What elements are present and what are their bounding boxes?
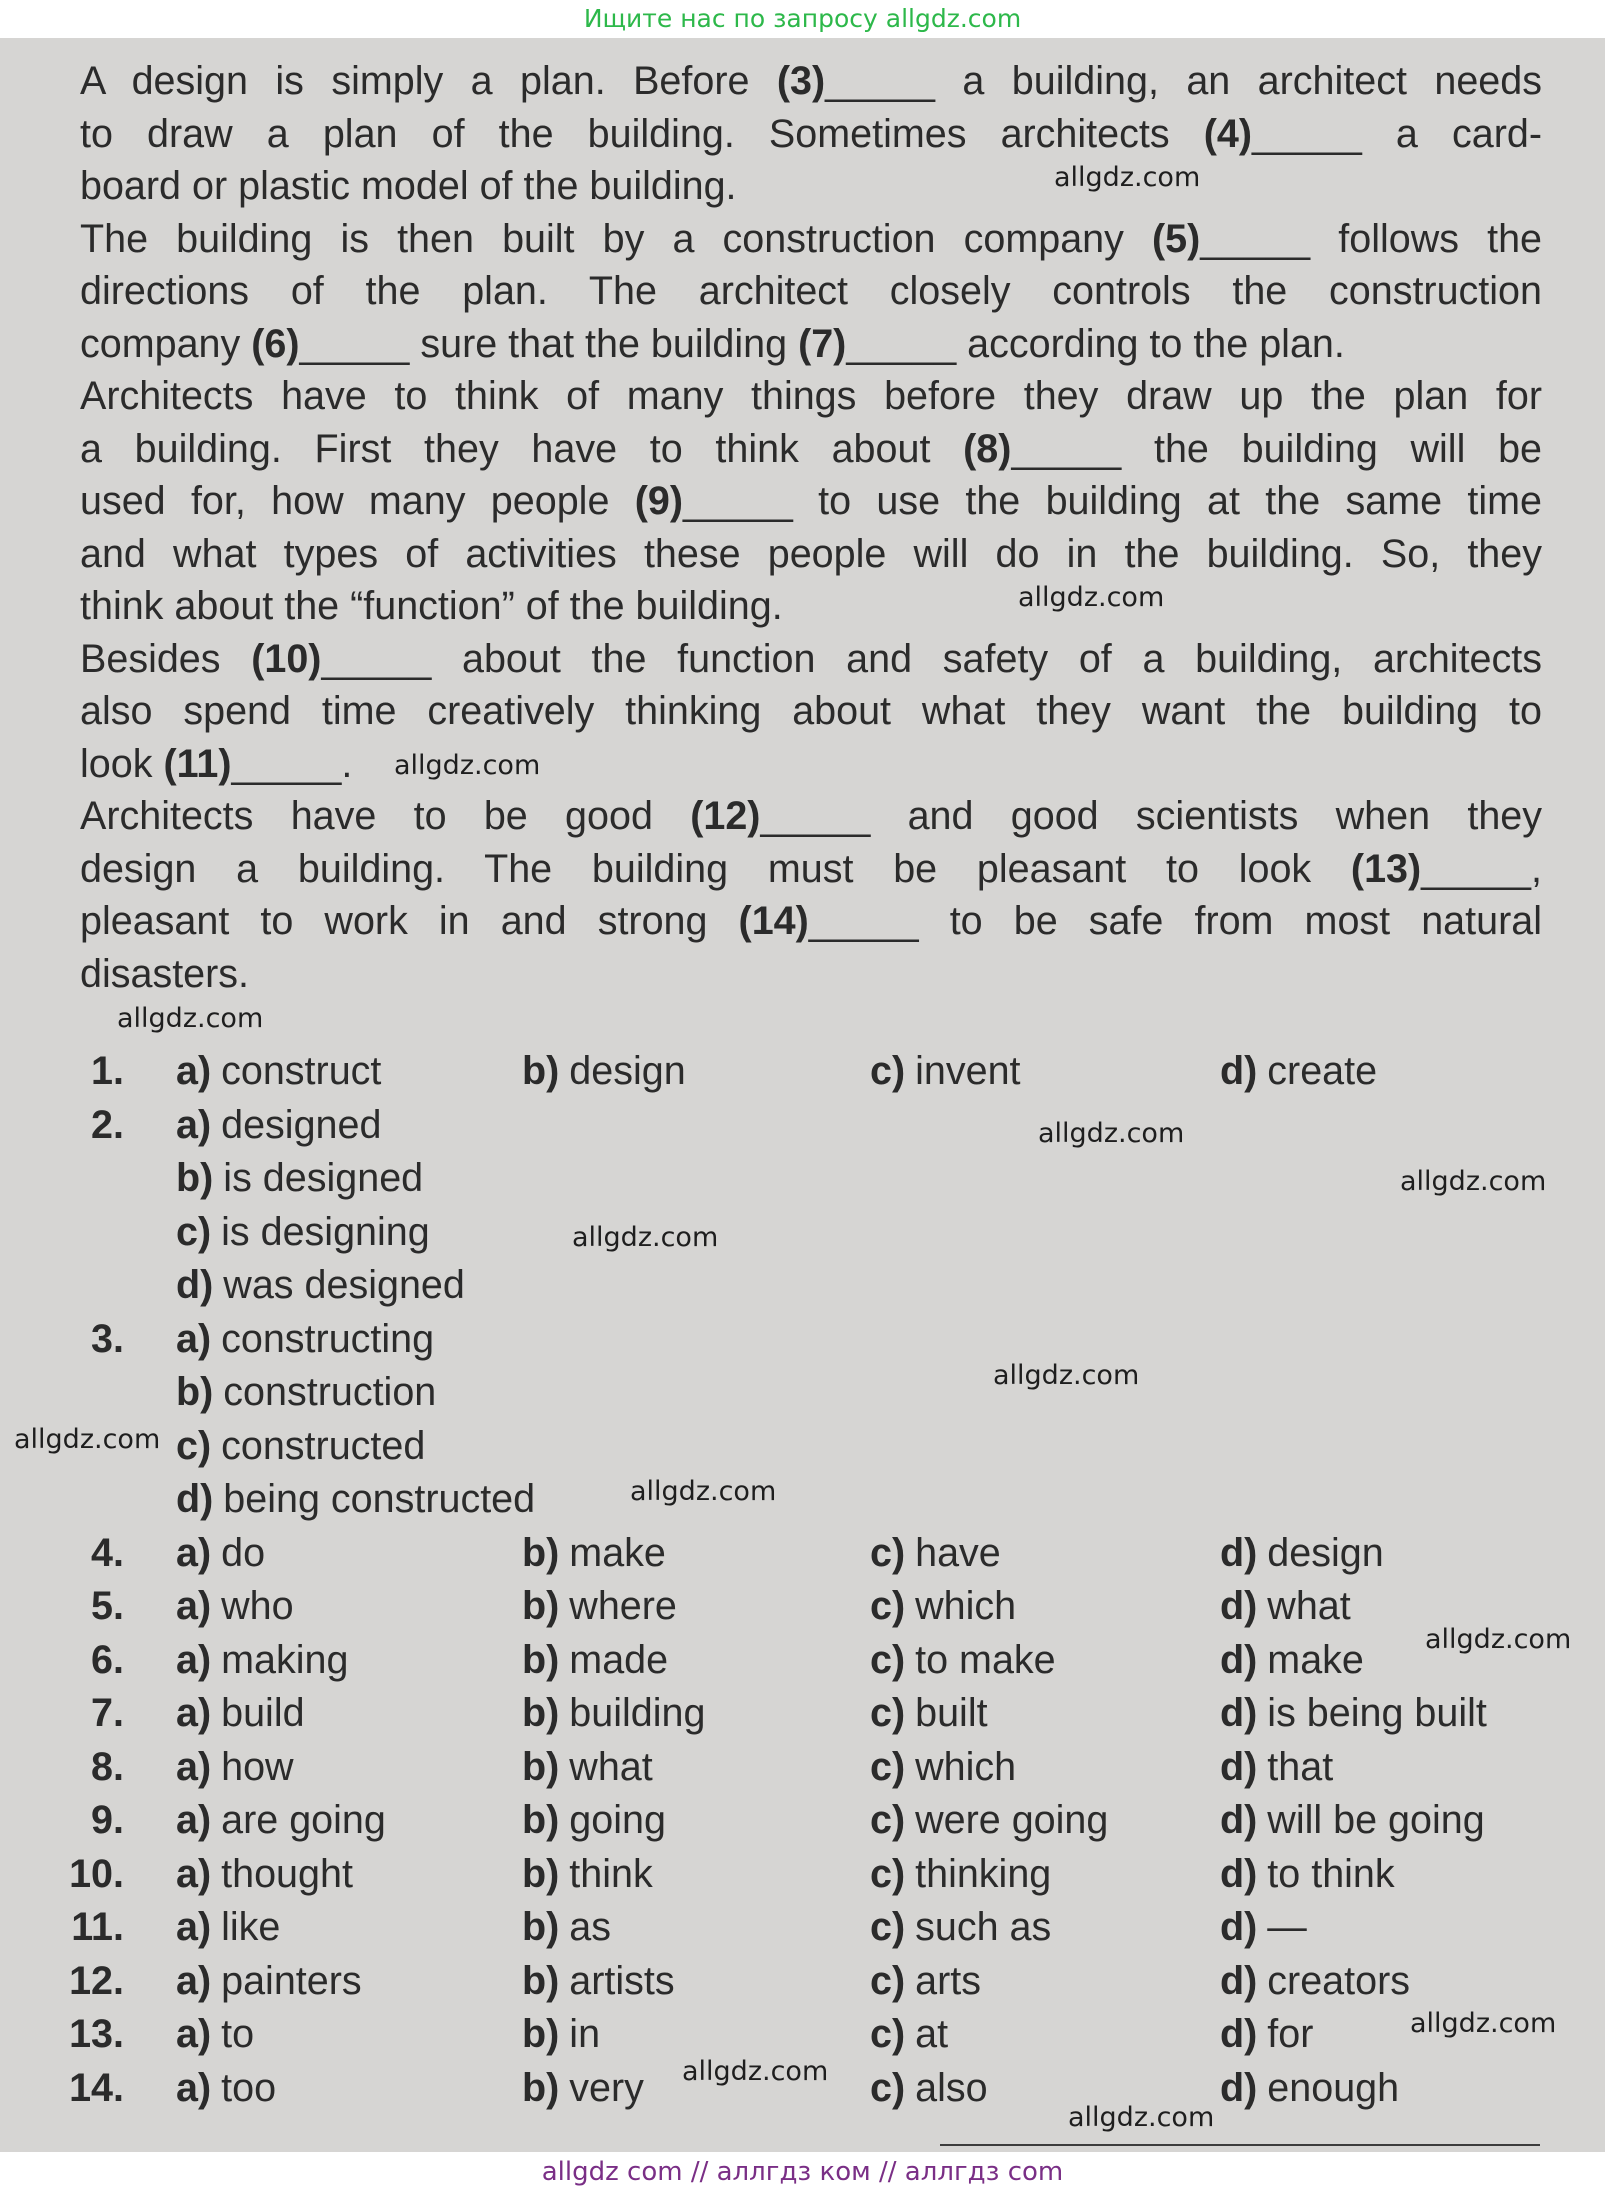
option-a bbox=[176, 1527, 265, 1581]
watermark: allgdz.com bbox=[1410, 2008, 1557, 2039]
option-d bbox=[1220, 1794, 1485, 1848]
option-c bbox=[870, 1848, 1051, 1902]
cloze-text bbox=[80, 55, 1542, 1000]
bottom-rule bbox=[940, 2144, 1540, 2146]
option-text: that bbox=[1267, 1744, 1334, 1789]
option-d bbox=[1220, 1901, 1307, 1955]
option-c bbox=[870, 2008, 948, 2062]
option-letter: b) bbox=[522, 1905, 560, 1949]
question-row bbox=[0, 1741, 1605, 1795]
question-number: 5. bbox=[91, 1584, 124, 1628]
option-text: what bbox=[1267, 1584, 1351, 1628]
option-a bbox=[176, 2008, 254, 2062]
option-letter: d) bbox=[176, 1477, 214, 1521]
text-segment: _____ and good scientists when they bbox=[760, 794, 1543, 838]
watermark: allgdz.com bbox=[993, 1360, 1140, 1391]
option-letter: a) bbox=[176, 1798, 212, 1842]
option-text: arts bbox=[915, 1958, 981, 2003]
option-text: are going bbox=[221, 1798, 386, 1842]
gap-number: (8) bbox=[963, 426, 1012, 471]
option-letter: a) bbox=[176, 1102, 212, 1147]
text-line bbox=[80, 475, 1542, 528]
text-line bbox=[80, 685, 1542, 738]
option-letter: b) bbox=[522, 1958, 560, 2003]
option-b bbox=[522, 1045, 686, 1099]
option-b bbox=[522, 1848, 653, 1902]
option-letter: a) bbox=[176, 2012, 212, 2056]
text-segment: design a building. The building must be pleasant to look bbox=[80, 846, 1351, 891]
option-text: enough bbox=[1267, 2065, 1400, 2110]
option-letter: a) bbox=[176, 1851, 212, 1896]
option-b bbox=[522, 1687, 705, 1741]
gap-number: (5) bbox=[1152, 216, 1201, 261]
option-text: is designed bbox=[223, 1156, 424, 1200]
option-text: designed bbox=[221, 1102, 382, 1147]
option-letter: a) bbox=[176, 1905, 212, 1949]
option-a bbox=[176, 1206, 430, 1260]
option-letter: b) bbox=[522, 2012, 560, 2056]
question-number: 7. bbox=[91, 1691, 124, 1735]
option-b bbox=[522, 2008, 600, 2062]
option-a bbox=[176, 1313, 434, 1367]
text-line bbox=[80, 895, 1542, 948]
option-text: design bbox=[569, 1049, 686, 1093]
option-a bbox=[176, 1420, 425, 1474]
question-row bbox=[0, 2008, 1605, 2062]
text-segment: _____ about the function and safety of a building, architects bbox=[321, 636, 1542, 681]
gap-number: (14) bbox=[738, 899, 809, 943]
text-segment: directions of the plan. The architect closely controls the construction bbox=[80, 269, 1542, 313]
option-a bbox=[176, 1045, 381, 1099]
option-letter: a) bbox=[176, 1049, 212, 1093]
watermark: allgdz.com bbox=[630, 1476, 777, 1507]
text-segment: company bbox=[80, 321, 252, 366]
text-segment: _____. bbox=[231, 741, 353, 786]
option-letter: d) bbox=[176, 1263, 214, 1307]
question-number: 4. bbox=[91, 1530, 124, 1575]
option-b bbox=[522, 1794, 666, 1848]
option-b bbox=[522, 1955, 675, 2009]
option-letter: b) bbox=[522, 1691, 560, 1735]
question-row bbox=[0, 1473, 1605, 1527]
option-d bbox=[1220, 1687, 1487, 1741]
option-text: made bbox=[569, 1637, 669, 1682]
option-b bbox=[522, 2062, 644, 2116]
question-number: 8. bbox=[91, 1744, 124, 1789]
option-text: construction bbox=[223, 1370, 437, 1414]
option-text: at bbox=[915, 2012, 949, 2056]
text-segment: also spend time creatively thinking about what they want the building to bbox=[80, 689, 1542, 733]
watermark: allgdz.com bbox=[1038, 1118, 1185, 1149]
text-segment: The building is then built by a construction company bbox=[80, 216, 1153, 261]
option-letter: b) bbox=[522, 1851, 560, 1896]
watermark: allgdz.com bbox=[682, 2056, 829, 2087]
text-segment: to draw a plan of the building. Sometimes architects bbox=[80, 111, 1204, 156]
option-c bbox=[870, 1901, 1051, 1955]
gap-number: (7) bbox=[798, 321, 847, 366]
option-letter: c) bbox=[870, 1049, 906, 1093]
option-d bbox=[1220, 2062, 1399, 2116]
option-text: make bbox=[569, 1530, 666, 1575]
text-segment: _____ to be safe from most natural bbox=[808, 899, 1542, 943]
option-text: — bbox=[1267, 1905, 1307, 1949]
watermark: allgdz.com bbox=[1425, 1624, 1572, 1655]
option-letter: c) bbox=[870, 1530, 906, 1575]
option-letter: c) bbox=[870, 1637, 906, 1682]
option-letter: c) bbox=[176, 1209, 212, 1254]
option-b bbox=[522, 1527, 666, 1581]
question-row bbox=[0, 1313, 1605, 1367]
question-number: 2. bbox=[91, 1102, 124, 1147]
option-text: also bbox=[915, 2065, 988, 2110]
option-d bbox=[1220, 1045, 1377, 1099]
text-segment: used for, how many people bbox=[80, 479, 635, 523]
text-segment: _____ a card- bbox=[1251, 111, 1542, 156]
text-segment: Architects have to think of many things before they draw up the plan for bbox=[80, 374, 1542, 418]
text-segment: Architects have to be good bbox=[80, 794, 691, 838]
watermark: allgdz.com bbox=[117, 1003, 264, 1034]
option-text: artists bbox=[569, 1958, 675, 2003]
option-letter: c) bbox=[870, 2065, 906, 2110]
option-letter: a) bbox=[176, 1637, 212, 1682]
text-line bbox=[80, 843, 1542, 896]
text-line bbox=[80, 633, 1542, 686]
option-a bbox=[176, 1901, 280, 1955]
option-d bbox=[1220, 1580, 1351, 1634]
text-segment: think about the “function” of the building. bbox=[80, 584, 783, 628]
question-number: 9. bbox=[91, 1798, 124, 1842]
option-b bbox=[522, 1741, 653, 1795]
option-c bbox=[870, 1687, 988, 1741]
option-letter: d) bbox=[1220, 1691, 1258, 1735]
option-text: thought bbox=[221, 1851, 353, 1896]
option-letter: c) bbox=[870, 2012, 906, 2056]
option-a bbox=[176, 2062, 276, 2116]
text-line bbox=[80, 55, 1542, 108]
option-letter: d) bbox=[1220, 1905, 1258, 1949]
text-segment: board or plastic model of the building. bbox=[80, 164, 737, 208]
question-row bbox=[0, 1901, 1605, 1955]
text-line bbox=[80, 738, 1542, 791]
option-letter: c) bbox=[870, 1798, 906, 1842]
answer-options bbox=[0, 1045, 1605, 2115]
question-number: 6. bbox=[91, 1637, 124, 1682]
option-a bbox=[176, 1099, 381, 1153]
question-row bbox=[0, 1420, 1605, 1474]
option-text: were going bbox=[915, 1798, 1109, 1842]
option-d bbox=[1220, 1527, 1384, 1581]
option-text: to bbox=[221, 2012, 255, 2056]
question-row bbox=[0, 1366, 1605, 1420]
option-text: being constructed bbox=[223, 1477, 536, 1521]
option-d bbox=[1220, 1741, 1333, 1795]
option-b bbox=[522, 1901, 611, 1955]
text-line bbox=[80, 528, 1542, 581]
option-text: was designed bbox=[223, 1263, 465, 1307]
question-number: 10. bbox=[69, 1851, 124, 1896]
question-number: 11. bbox=[71, 1905, 124, 1949]
text-line bbox=[80, 160, 1542, 213]
question-row bbox=[0, 1687, 1605, 1741]
question-number: 12. bbox=[69, 1958, 124, 2003]
option-letter: b) bbox=[176, 1156, 214, 1200]
watermark: allgdz.com bbox=[1018, 582, 1165, 613]
option-letter: d) bbox=[1220, 1584, 1258, 1628]
option-text: do bbox=[221, 1530, 266, 1575]
question-row bbox=[0, 1794, 1605, 1848]
option-text: is designing bbox=[221, 1209, 430, 1254]
option-letter: c) bbox=[870, 1958, 906, 2003]
option-letter: d) bbox=[1220, 1049, 1258, 1093]
option-letter: a) bbox=[176, 1958, 212, 2003]
option-a bbox=[176, 1794, 386, 1848]
option-text: where bbox=[569, 1584, 677, 1628]
option-letter: b) bbox=[522, 1049, 560, 1093]
question-row bbox=[0, 1580, 1605, 1634]
option-text: is being built bbox=[1267, 1691, 1487, 1735]
question-number: 14. bbox=[69, 2065, 124, 2110]
option-text: too bbox=[221, 2065, 277, 2110]
watermark: allgdz.com bbox=[1068, 2102, 1215, 2133]
option-letter: a) bbox=[176, 1584, 212, 1628]
option-letter: a) bbox=[176, 1691, 212, 1735]
gap-number: (4) bbox=[1203, 111, 1252, 156]
watermark: allgdz.com bbox=[572, 1222, 719, 1253]
question-number: 1. bbox=[91, 1049, 124, 1093]
option-letter: d) bbox=[1220, 1851, 1258, 1896]
text-line bbox=[80, 265, 1542, 318]
text-segment: disasters. bbox=[80, 951, 250, 996]
option-text: constructed bbox=[221, 1423, 426, 1468]
option-text: thinking bbox=[915, 1851, 1052, 1896]
option-text: what bbox=[569, 1744, 653, 1789]
option-a bbox=[176, 1955, 362, 2009]
question-row bbox=[0, 1955, 1605, 2009]
question-row bbox=[0, 1848, 1605, 1902]
option-c bbox=[870, 1794, 1108, 1848]
gap-number: (11) bbox=[163, 741, 232, 786]
option-letter: d) bbox=[1220, 1744, 1258, 1789]
question-number: 3. bbox=[91, 1316, 124, 1361]
text-segment: a building. First they have to think about bbox=[80, 426, 964, 471]
option-letter: c) bbox=[176, 1423, 212, 1468]
option-letter: d) bbox=[1220, 2012, 1258, 2056]
option-letter: d) bbox=[1220, 1530, 1258, 1575]
option-letter: a) bbox=[176, 1316, 212, 1361]
option-text: to think bbox=[1267, 1851, 1395, 1896]
text-line bbox=[80, 318, 1542, 371]
option-d bbox=[1220, 1848, 1395, 1902]
text-segment: pleasant to work in and strong bbox=[80, 899, 739, 943]
option-letter: b) bbox=[522, 1530, 560, 1575]
question-number: 13. bbox=[69, 2012, 124, 2056]
option-d bbox=[1220, 1634, 1364, 1688]
option-a bbox=[176, 1634, 348, 1688]
text-line bbox=[80, 580, 1542, 633]
option-letter: d) bbox=[1220, 1637, 1258, 1682]
option-text: invent bbox=[915, 1049, 1021, 1093]
option-letter: b) bbox=[522, 2065, 560, 2110]
option-letter: b) bbox=[176, 1370, 214, 1414]
option-a bbox=[176, 1848, 353, 1902]
option-c bbox=[870, 1580, 1016, 1634]
option-text: think bbox=[569, 1851, 653, 1896]
option-letter: d) bbox=[1220, 2065, 1258, 2110]
option-a bbox=[176, 1152, 423, 1206]
text-segment: _____, bbox=[1421, 846, 1542, 891]
text-line bbox=[80, 790, 1542, 843]
option-a bbox=[176, 1687, 305, 1741]
question-row bbox=[0, 1099, 1605, 1153]
watermark: allgdz.com bbox=[394, 750, 541, 781]
option-text: building bbox=[569, 1691, 706, 1735]
option-text: making bbox=[221, 1637, 349, 1682]
question-row bbox=[0, 1152, 1605, 1206]
option-c bbox=[870, 1527, 1001, 1581]
option-text: as bbox=[569, 1905, 612, 1949]
option-letter: c) bbox=[870, 1905, 906, 1949]
question-row bbox=[0, 1527, 1605, 1581]
option-letter: d) bbox=[1220, 1958, 1258, 2003]
text-segment: and what types of activities these people will do in the building. So, they bbox=[80, 531, 1542, 576]
top-banner: Ищите нас по запросу allgdz.com bbox=[0, 0, 1605, 38]
gap-number: (6) bbox=[251, 321, 300, 366]
option-text: who bbox=[221, 1584, 294, 1628]
text-line bbox=[80, 948, 1542, 1001]
option-letter: d) bbox=[1220, 1798, 1258, 1842]
text-segment: A design is simply a plan. Before bbox=[80, 59, 777, 103]
option-text: construct bbox=[221, 1049, 382, 1093]
option-text: have bbox=[915, 1530, 1001, 1575]
option-text: such as bbox=[915, 1905, 1052, 1949]
option-text: make bbox=[1267, 1637, 1364, 1682]
gap-number: (3) bbox=[776, 59, 826, 103]
watermark: allgdz.com bbox=[1054, 162, 1201, 193]
option-text: how bbox=[221, 1744, 294, 1789]
option-text: like bbox=[221, 1905, 281, 1949]
question-row bbox=[0, 1206, 1605, 1260]
option-text: constructing bbox=[221, 1316, 435, 1361]
option-text: in bbox=[569, 2012, 601, 2056]
option-text: which bbox=[915, 1584, 1017, 1628]
option-a bbox=[176, 1473, 535, 1527]
option-b bbox=[522, 1634, 668, 1688]
option-c bbox=[870, 1045, 1021, 1099]
option-text: for bbox=[1267, 2012, 1314, 2056]
option-a bbox=[176, 1366, 436, 1420]
option-d bbox=[1220, 1955, 1410, 2009]
option-letter: c) bbox=[870, 1691, 906, 1735]
text-segment: _____ to use the building at the same time bbox=[683, 479, 1543, 523]
option-d bbox=[1220, 2008, 1313, 2062]
gap-number: (13) bbox=[1350, 846, 1422, 891]
option-letter: b) bbox=[522, 1637, 560, 1682]
watermark: allgdz.com bbox=[14, 1424, 161, 1455]
option-letter: c) bbox=[870, 1851, 906, 1896]
option-c bbox=[870, 1634, 1056, 1688]
gap-number: (10) bbox=[251, 636, 322, 681]
option-text: which bbox=[915, 1744, 1017, 1789]
text-segment: look bbox=[80, 741, 164, 786]
text-line bbox=[80, 423, 1542, 476]
gap-number: (9) bbox=[634, 479, 683, 523]
option-letter: a) bbox=[176, 1530, 212, 1575]
text-line bbox=[80, 213, 1542, 266]
option-letter: c) bbox=[870, 1584, 906, 1628]
option-a bbox=[176, 1580, 294, 1634]
watermark: allgdz.com bbox=[1400, 1166, 1547, 1197]
option-text: going bbox=[569, 1798, 666, 1842]
option-letter: a) bbox=[176, 2065, 212, 2110]
option-letter: b) bbox=[522, 1584, 560, 1628]
option-text: built bbox=[915, 1691, 988, 1735]
option-c bbox=[870, 1955, 981, 2009]
option-text: build bbox=[221, 1691, 305, 1735]
option-text: will be going bbox=[1267, 1798, 1485, 1842]
option-a bbox=[176, 1259, 465, 1313]
option-text: design bbox=[1267, 1530, 1384, 1575]
text-segment: _____ sure that the building bbox=[299, 321, 799, 366]
text-segment: _____ the building will be bbox=[1011, 426, 1542, 471]
question-row bbox=[0, 1634, 1605, 1688]
option-text: to make bbox=[915, 1637, 1056, 1682]
text-segment: _____ a building, an architect needs bbox=[825, 59, 1542, 103]
option-text: creators bbox=[1267, 1958, 1410, 2003]
gap-number: (12) bbox=[690, 794, 761, 838]
option-b bbox=[522, 1580, 677, 1634]
option-letter: b) bbox=[522, 1798, 560, 1842]
text-segment: _____ follows the bbox=[1200, 216, 1543, 261]
option-c bbox=[870, 2062, 988, 2116]
text-segment: _____ according to the plan. bbox=[846, 321, 1345, 366]
option-c bbox=[870, 1741, 1016, 1795]
bottom-banner: allgdz com // аллгдз ком // аллгдз com bbox=[0, 2152, 1605, 2192]
option-letter: b) bbox=[522, 1744, 560, 1789]
option-text: very bbox=[569, 2065, 644, 2110]
question-row bbox=[0, 1259, 1605, 1313]
option-letter: c) bbox=[870, 1744, 906, 1789]
text-line bbox=[80, 370, 1542, 423]
option-text: create bbox=[1267, 1049, 1378, 1093]
option-a bbox=[176, 1741, 294, 1795]
text-segment: Besides bbox=[80, 636, 252, 681]
option-letter: a) bbox=[176, 1744, 212, 1789]
text-line bbox=[80, 108, 1542, 161]
option-text: painters bbox=[221, 1958, 362, 2003]
question-row bbox=[0, 1045, 1605, 1099]
